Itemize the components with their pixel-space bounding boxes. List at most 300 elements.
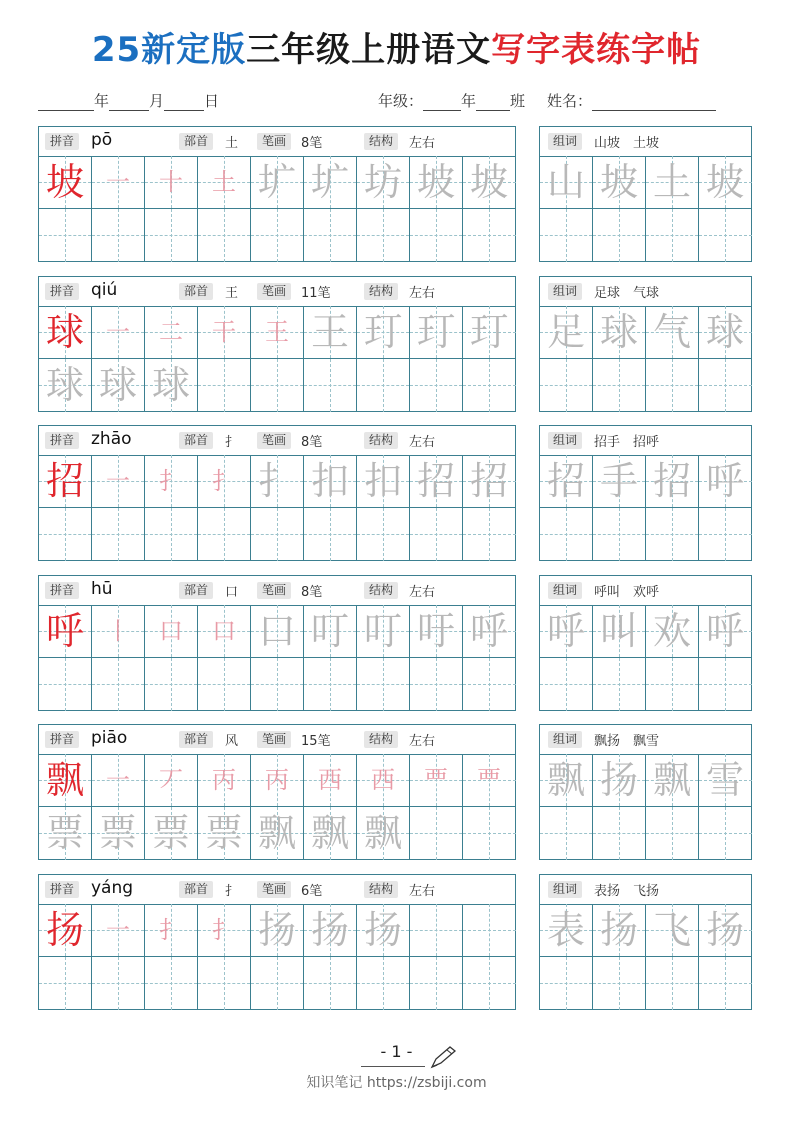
grid-cell[interactable] — [593, 904, 646, 957]
grid-cell[interactable] — [593, 508, 646, 561]
guide-line-vertical — [489, 807, 490, 860]
grid-cell[interactable] — [145, 306, 198, 359]
grade-blank[interactable] — [423, 95, 461, 111]
guide-line-vertical — [566, 957, 567, 1010]
radical-value: 扌 — [225, 435, 239, 450]
guide-line-vertical — [224, 209, 225, 262]
grid-cell[interactable] — [304, 359, 357, 412]
grid-cell[interactable] — [357, 359, 410, 412]
grid-cell[interactable] — [357, 807, 410, 860]
grid-cell[interactable] — [92, 904, 145, 957]
grid-cell[interactable] — [699, 455, 752, 508]
char-card-header — [39, 576, 515, 606]
structure-value: 左右 — [409, 435, 436, 450]
grid-cell[interactable] — [646, 359, 699, 412]
guide-line-vertical — [277, 359, 278, 412]
guide-line-vertical — [436, 957, 437, 1010]
guide-line-vertical — [118, 209, 119, 262]
grid-cell[interactable] — [593, 455, 646, 508]
pinyin-value: piāo — [91, 728, 128, 748]
grid-cell[interactable] — [39, 658, 92, 711]
word-trace-character: 雪 — [705, 758, 744, 802]
grid-cell[interactable] — [198, 807, 251, 860]
model-character: 坡 — [45, 160, 84, 204]
guide-line-vertical — [171, 209, 172, 262]
char-card — [38, 276, 516, 412]
grid-cell[interactable] — [410, 508, 463, 561]
word-trace-character: 手 — [599, 459, 638, 503]
guide-line-vertical — [224, 508, 225, 561]
grid-cell[interactable] — [304, 754, 357, 807]
grid-cell[interactable] — [357, 754, 410, 807]
name-blank[interactable] — [592, 95, 716, 111]
structure-tag: 结构 — [364, 881, 398, 898]
grid-cell[interactable] — [699, 754, 752, 807]
word-trace-character: 呼 — [705, 459, 744, 503]
grid-cell[interactable] — [304, 455, 357, 508]
stroke-order-step: 口 — [159, 617, 183, 645]
grid-cell[interactable] — [410, 359, 463, 412]
trace-character: 坡 — [469, 160, 508, 204]
pinyin-tag: 拼音 — [45, 731, 79, 748]
stroke-order-step: 王 — [265, 318, 289, 346]
pinyin-tag: 拼音 — [45, 432, 79, 449]
grid-cell[interactable] — [410, 605, 463, 658]
grid-cell[interactable] — [251, 508, 304, 561]
guide-line-vertical — [619, 658, 620, 711]
grid-cell[interactable] — [646, 508, 699, 561]
grid-cell[interactable] — [304, 957, 357, 1010]
guide-line-vertical — [566, 209, 567, 262]
strokes-tag: 笔画 — [257, 881, 291, 898]
grid-cell[interactable] — [410, 658, 463, 711]
guide-line-vertical — [383, 359, 384, 412]
grid-cell[interactable] — [304, 807, 357, 860]
guide-line-vertical — [725, 508, 726, 561]
grid-cell[interactable] — [145, 209, 198, 262]
word-trace-character: 欢 — [652, 609, 691, 653]
grid-cell[interactable] — [198, 754, 251, 807]
grid-cell[interactable] — [304, 156, 357, 209]
grid-cell[interactable] — [251, 957, 304, 1010]
grid-cell[interactable] — [39, 455, 92, 508]
words-tag: 组词 — [548, 881, 582, 898]
radical-value: 风 — [225, 734, 239, 749]
word-card-header — [540, 725, 751, 755]
grid-cell[interactable] — [304, 306, 357, 359]
grid-cell[interactable] — [145, 455, 198, 508]
word-card — [539, 575, 752, 711]
grid-cell[interactable] — [699, 807, 752, 860]
guide-line-vertical — [277, 209, 278, 262]
guide-line-vertical — [330, 209, 331, 262]
grid-cell[interactable] — [251, 156, 304, 209]
strokes-value: 8笔 — [301, 435, 323, 450]
grid-cell[interactable] — [251, 658, 304, 711]
page-number: - 1 - — [380, 1042, 413, 1061]
grid-cell[interactable] — [145, 754, 198, 807]
guide-line-vertical — [566, 359, 567, 412]
words-tag: 组词 — [548, 133, 582, 150]
grid-cell[interactable] — [410, 156, 463, 209]
grid-cell[interactable] — [540, 156, 593, 209]
words-tag: 组词 — [548, 731, 582, 748]
grid-cell[interactable] — [251, 754, 304, 807]
grid-cell[interactable] — [463, 455, 516, 508]
grid-cell[interactable] — [410, 209, 463, 262]
guide-line-vertical — [489, 904, 490, 956]
grid-cell[interactable] — [251, 306, 304, 359]
grid-cell[interactable] — [540, 508, 593, 561]
trace-character: 王 — [310, 310, 349, 354]
grid-cell[interactable] — [646, 807, 699, 860]
word-trace-character: 坡 — [705, 160, 744, 204]
grid-cell[interactable] — [463, 508, 516, 561]
grid-cell[interactable] — [92, 209, 145, 262]
guide-line-vertical — [489, 508, 490, 561]
guide-line-vertical — [383, 957, 384, 1010]
grid-cell[interactable] — [646, 754, 699, 807]
grid-cell[interactable] — [145, 508, 198, 561]
structure-tag: 结构 — [364, 432, 398, 449]
guide-line-vertical — [619, 957, 620, 1010]
grid-cell[interactable] — [410, 904, 463, 957]
grid-cell[interactable] — [198, 957, 251, 1010]
word-trace-character: 飘 — [652, 758, 691, 802]
word-card — [539, 126, 752, 262]
grid-cell[interactable] — [39, 807, 92, 860]
grid-cell[interactable] — [39, 508, 92, 561]
grid-cell[interactable] — [92, 156, 145, 209]
pinyin-tag: 拼音 — [45, 133, 79, 150]
grid-cell[interactable] — [593, 807, 646, 860]
pinyin-tag: 拼音 — [45, 582, 79, 599]
grid-cell[interactable] — [92, 957, 145, 1010]
char-card-header — [39, 127, 515, 157]
grid-cell[interactable] — [593, 605, 646, 658]
guide-line-vertical — [383, 658, 384, 711]
grid-cell[interactable] — [593, 754, 646, 807]
radical-tag: 部首 — [179, 432, 213, 449]
grid-cell[interactable] — [410, 957, 463, 1010]
grid-cell[interactable] — [646, 957, 699, 1010]
grid-cell[interactable] — [304, 508, 357, 561]
stroke-order-step: 干 — [212, 318, 236, 346]
grid-cell[interactable] — [198, 359, 251, 412]
grid-cell[interactable] — [198, 605, 251, 658]
grid-cell[interactable] — [410, 754, 463, 807]
guide-line-vertical — [619, 807, 620, 860]
word-card-header — [540, 277, 751, 307]
grid-cell[interactable] — [251, 605, 304, 658]
grid-cell[interactable] — [699, 957, 752, 1010]
grid-cell[interactable] — [39, 957, 92, 1010]
guide-line-vertical — [566, 508, 567, 561]
grid-cell[interactable] — [92, 306, 145, 359]
grid-cell[interactable] — [92, 754, 145, 807]
guide-line-vertical — [65, 957, 66, 1010]
word-trace-character: 呼 — [546, 609, 585, 653]
day-blank[interactable] — [164, 95, 204, 111]
grid-cell[interactable] — [593, 209, 646, 262]
grid-cell[interactable] — [699, 658, 752, 711]
guide-line-vertical — [118, 508, 119, 561]
grid-cell[interactable] — [540, 455, 593, 508]
grid-cell[interactable] — [145, 156, 198, 209]
stroke-order-step: 扌 — [212, 916, 236, 944]
words-value: 表扬 飞扬 — [594, 884, 660, 899]
grid-cell[interactable] — [646, 209, 699, 262]
stroke-order-step: 口 — [212, 617, 236, 645]
grid-cell[interactable] — [198, 209, 251, 262]
grid-cell[interactable] — [304, 605, 357, 658]
grid-cell[interactable] — [145, 807, 198, 860]
grid-cell[interactable] — [357, 957, 410, 1010]
grid-cell[interactable] — [699, 209, 752, 262]
word-card-header — [540, 576, 751, 606]
stroke-order-step: 覀 — [477, 766, 501, 794]
grid-cell[interactable] — [593, 658, 646, 711]
guide-line-vertical — [330, 658, 331, 711]
guide-line-vertical — [725, 957, 726, 1010]
grid-cell[interactable] — [357, 209, 410, 262]
word-trace-character: 呼 — [705, 609, 744, 653]
strokes-value: 8笔 — [301, 585, 323, 600]
trace-character: 招 — [416, 459, 455, 503]
guide-line-vertical — [118, 957, 119, 1010]
grid-cell[interactable] — [145, 359, 198, 412]
char-card-header — [39, 426, 515, 456]
grid-cell[interactable] — [463, 807, 516, 860]
grade-label: 年级： — [378, 92, 424, 110]
grid-cell[interactable] — [198, 508, 251, 561]
grid-cell[interactable] — [463, 156, 516, 209]
word-card — [539, 276, 752, 412]
grid-cell[interactable] — [39, 754, 92, 807]
radical-tag: 部首 — [179, 582, 213, 599]
strokes-value: 15笔 — [301, 734, 331, 749]
guide-line-vertical — [224, 359, 225, 412]
pinyin-tag: 拼音 — [45, 881, 79, 898]
guide-line-vertical — [672, 359, 673, 412]
model-character: 招 — [45, 459, 84, 503]
grid-cell[interactable] — [540, 605, 593, 658]
grid-cell[interactable] — [646, 904, 699, 957]
grid-cell[interactable] — [463, 658, 516, 711]
grid-cell[interactable] — [646, 455, 699, 508]
grid-cell[interactable] — [540, 359, 593, 412]
grid-cell[interactable] — [410, 306, 463, 359]
grid-cell[interactable] — [699, 306, 752, 359]
trace-character: 球 — [151, 363, 190, 407]
year-blank[interactable] — [38, 95, 94, 111]
model-character: 扬 — [45, 908, 84, 952]
title-part-black: 三年级上册语文 — [246, 30, 492, 70]
grid-cell[interactable] — [198, 455, 251, 508]
grid-cell[interactable] — [463, 605, 516, 658]
word-trace-character: 招 — [652, 459, 691, 503]
grid-cell[interactable] — [357, 455, 410, 508]
grid-cell[interactable] — [646, 605, 699, 658]
char-card — [38, 724, 516, 860]
month-blank[interactable] — [109, 95, 149, 111]
trace-character: 扣 — [363, 459, 402, 503]
grid-cell[interactable] — [198, 904, 251, 957]
grid-cell[interactable] — [463, 754, 516, 807]
grid-cell[interactable] — [540, 754, 593, 807]
radical-tag: 部首 — [179, 283, 213, 300]
char-card-header — [39, 725, 515, 755]
grid-cell[interactable] — [593, 156, 646, 209]
grid-cell[interactable] — [304, 209, 357, 262]
grid-cell[interactable] — [39, 209, 92, 262]
grid-cell[interactable] — [304, 658, 357, 711]
grid-cell[interactable] — [699, 508, 752, 561]
grid-cell[interactable] — [145, 658, 198, 711]
trace-character: 玎 — [416, 310, 455, 354]
grid-cell[interactable] — [410, 455, 463, 508]
grid-cell[interactable] — [145, 904, 198, 957]
trace-character: 坊 — [363, 160, 402, 204]
guide-line-vertical — [725, 658, 726, 711]
grid-cell[interactable] — [357, 306, 410, 359]
grid-cell[interactable] — [357, 508, 410, 561]
guide-line-vertical — [224, 957, 225, 1010]
pinyin-value: qiú — [91, 280, 118, 300]
grid-cell[interactable] — [145, 605, 198, 658]
grid-cell[interactable] — [198, 156, 251, 209]
strokes-tag: 笔画 — [257, 582, 291, 599]
stroke-order-step: 十 — [159, 168, 183, 196]
guide-line-vertical — [383, 508, 384, 561]
strokes-value: 6笔 — [301, 884, 323, 899]
guide-line-vertical — [277, 658, 278, 711]
grid-cell[interactable] — [251, 209, 304, 262]
stroke-order-step: 一 — [106, 318, 130, 346]
grid-cell[interactable] — [593, 957, 646, 1010]
trace-character: 飘 — [310, 811, 349, 855]
grid-cell[interactable] — [198, 306, 251, 359]
grid-cell[interactable] — [410, 807, 463, 860]
grid-cell[interactable] — [251, 904, 304, 957]
grid-cell[interactable] — [540, 957, 593, 1010]
grid-cell[interactable] — [92, 508, 145, 561]
trace-character: 票 — [45, 811, 84, 855]
grid-cell[interactable] — [39, 605, 92, 658]
stroke-order-step: 丙 — [265, 766, 289, 794]
char-card — [38, 425, 516, 561]
grid-cell[interactable] — [463, 957, 516, 1010]
year-label: 年 — [94, 92, 110, 110]
stroke-order-step: 扌 — [159, 916, 183, 944]
grid-cell[interactable] — [357, 605, 410, 658]
guide-line-vertical — [489, 209, 490, 262]
grid-cell[interactable] — [463, 904, 516, 957]
guide-line-vertical — [566, 807, 567, 860]
grid-cell[interactable] — [699, 605, 752, 658]
class-blank[interactable] — [476, 95, 510, 111]
word-trace-character: 飘 — [546, 758, 585, 802]
grid-cell[interactable] — [357, 904, 410, 957]
grid-cell[interactable] — [39, 156, 92, 209]
grid-cell[interactable] — [593, 306, 646, 359]
guide-line-vertical — [619, 209, 620, 262]
grid-cell[interactable] — [540, 658, 593, 711]
grid-cell[interactable] — [540, 209, 593, 262]
guide-line-vertical — [65, 209, 66, 262]
guide-line-vertical — [672, 957, 673, 1010]
grid-cell[interactable] — [357, 156, 410, 209]
grid-cell[interactable] — [593, 359, 646, 412]
grid-cell[interactable] — [39, 904, 92, 957]
grid-cell[interactable] — [646, 156, 699, 209]
grid-cell[interactable] — [699, 156, 752, 209]
word-card — [539, 724, 752, 860]
grid-cell[interactable] — [92, 605, 145, 658]
guide-line-vertical — [171, 508, 172, 561]
grid-cell[interactable] — [92, 807, 145, 860]
word-trace-character: 坡 — [599, 160, 638, 204]
grid-cell[interactable] — [357, 658, 410, 711]
grid-cell[interactable] — [39, 306, 92, 359]
grid-cell[interactable] — [699, 904, 752, 957]
guide-line-vertical — [277, 957, 278, 1010]
strokes-tag: 笔画 — [257, 283, 291, 300]
word-card — [539, 874, 752, 1010]
words-value: 呼叫 欢呼 — [594, 585, 660, 600]
grid-cell[interactable] — [251, 807, 304, 860]
grid-cell[interactable] — [92, 359, 145, 412]
stroke-order-step: 土 — [212, 168, 236, 196]
word-trace-character: 球 — [599, 310, 638, 354]
structure-tag: 结构 — [364, 731, 398, 748]
grid-cell[interactable] — [540, 807, 593, 860]
grid-cell[interactable] — [646, 658, 699, 711]
grid-cell[interactable] — [92, 455, 145, 508]
grid-cell[interactable] — [304, 904, 357, 957]
grid-cell[interactable] — [540, 904, 593, 957]
word-card-header — [540, 426, 751, 456]
grid-cell[interactable] — [92, 658, 145, 711]
structure-tag: 结构 — [364, 133, 398, 150]
grid-cell[interactable] — [699, 359, 752, 412]
grid-cell[interactable] — [198, 658, 251, 711]
trace-character: 票 — [98, 811, 137, 855]
grid-cell[interactable] — [39, 359, 92, 412]
trace-character: 圹 — [310, 160, 349, 204]
grid-cell[interactable] — [463, 209, 516, 262]
pinyin-value: zhāo — [91, 429, 132, 449]
word-trace-character: 球 — [705, 310, 744, 354]
grid-cell[interactable] — [646, 306, 699, 359]
grid-cell[interactable] — [540, 306, 593, 359]
student-line — [378, 90, 716, 111]
structure-value: 左右 — [409, 884, 436, 899]
grid-cell[interactable] — [463, 306, 516, 359]
word-card-header — [540, 875, 751, 905]
month-label: 月 — [149, 92, 165, 110]
guide-line-vertical — [436, 904, 437, 956]
stroke-order-step: 丆 — [159, 766, 183, 794]
structure-value: 左右 — [409, 585, 436, 600]
name-label: 姓名： — [547, 92, 593, 110]
grid-cell[interactable] — [145, 957, 198, 1010]
grid-cell[interactable] — [251, 455, 304, 508]
trace-character: 叮 — [363, 609, 402, 653]
grid-cell[interactable] — [251, 359, 304, 412]
word-trace-character: 土 — [652, 160, 691, 204]
grid-cell[interactable] — [463, 359, 516, 412]
